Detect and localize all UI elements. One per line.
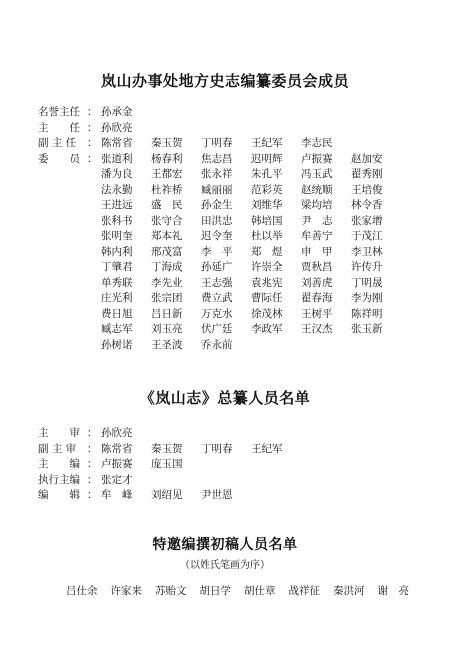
role-colon: ： — [87, 152, 98, 165]
person-name: 吕仕余 — [66, 585, 98, 597]
person-name: 许传升 — [351, 261, 383, 273]
role-colon: ： — [87, 427, 98, 439]
person-name: 法永勤 — [101, 183, 133, 196]
person-name: 范彩英 — [251, 183, 283, 196]
person-name: 刘玉亮 — [151, 323, 183, 335]
person-name: 庞玉国 — [151, 458, 183, 470]
person-name: 朱孔平 — [251, 168, 283, 180]
person-name: 许崇全 — [251, 261, 283, 273]
person-name: 迟令奎 — [201, 230, 233, 242]
invited-writers-note: （以姓氏笔画为序） — [180, 560, 270, 571]
person-name: 梁均培 — [301, 199, 333, 211]
member-row — [38, 291, 438, 307]
person-name: 张定才 — [101, 473, 133, 486]
member-row — [38, 473, 438, 489]
member-row — [38, 105, 438, 121]
person-name: 曹际任 — [251, 292, 283, 304]
member-row — [38, 229, 438, 245]
person-name: 王都宏 — [151, 168, 183, 180]
person-name: 胡日学 — [199, 585, 231, 597]
person-name: 郑 煜 — [251, 245, 283, 258]
member-row — [38, 260, 438, 276]
person-name: 郑本礼 — [151, 230, 183, 242]
person-name: 张科书 — [101, 214, 133, 227]
person-name: 丁明春 — [201, 137, 233, 149]
person-name: 张明奎 — [101, 230, 133, 242]
member-row — [38, 198, 438, 214]
person-name: 韩内利 — [101, 245, 133, 258]
person-name: 牟 峰 — [101, 489, 133, 501]
person-name: 潘为良 — [101, 168, 133, 180]
member-row — [38, 152, 438, 168]
role-label: 委 员 — [38, 152, 80, 165]
person-name: 刘绍见 — [151, 489, 183, 501]
person-name: 费立武 — [201, 292, 233, 304]
person-name: 孙欣亮 — [101, 427, 133, 439]
person-name: 许家来 — [110, 585, 142, 597]
person-name: 徐茂林 — [251, 307, 283, 320]
person-name: 李卫林 — [351, 245, 383, 258]
role-label: 编 辑 — [38, 489, 80, 501]
person-name: 胡仕章 — [244, 585, 276, 597]
person-name: 丁海成 — [151, 261, 183, 273]
person-name: 邢茂富 — [151, 245, 183, 258]
member-row — [38, 121, 438, 137]
person-name: 林令香 — [351, 199, 383, 211]
role-label: 主 任 — [38, 121, 80, 134]
person-name: 盛 民 — [151, 199, 183, 211]
person-name: 丁明春 — [201, 442, 233, 455]
role-colon: ： — [87, 489, 98, 501]
person-name: 杜以举 — [251, 230, 283, 242]
person-name: 孙树诺 — [101, 338, 133, 351]
person-name: 张宗团 — [151, 292, 183, 304]
invited-writers-title: 特邀编撰初稿人员名单 — [152, 537, 298, 553]
committee-member-list — [38, 105, 438, 353]
role-label: 执行主编 — [38, 473, 80, 486]
person-name: 臧丽丽 — [201, 183, 233, 196]
person-name: 翟秀刚 — [351, 168, 383, 180]
person-name: 臧志军 — [101, 323, 133, 335]
role-label: 副 主 审 — [38, 442, 77, 455]
person-name: 王培俊 — [351, 183, 383, 196]
person-name: 陈祥明 — [351, 307, 383, 320]
person-name: 王汉杰 — [301, 323, 333, 335]
person-name: 贾秋昌 — [301, 261, 333, 273]
compilation-staff-title: 《岚山志》总纂人员名单 — [139, 389, 311, 407]
person-name: 王进远 — [101, 199, 133, 211]
person-name: 王树平 — [301, 307, 333, 320]
member-row — [38, 338, 438, 354]
committee-title: 岚山办事处地方史志编纂委员会成员 — [100, 72, 349, 90]
person-name: 张家增 — [351, 214, 383, 227]
person-name: 卢振赛 — [301, 152, 333, 165]
person-name: 王圣波 — [151, 338, 183, 351]
person-name: 单秀联 — [101, 276, 133, 289]
person-name: 孙承金 — [101, 106, 133, 118]
member-row — [38, 183, 438, 199]
person-name: 陈常省 — [101, 137, 133, 149]
role-colon: ： — [87, 137, 98, 149]
role-label: 副 主 任 — [38, 137, 77, 149]
person-name: 申 甲 — [301, 245, 333, 258]
person-name: 冯玉武 — [301, 168, 333, 180]
person-name: 于茂江 — [351, 230, 383, 242]
role-label: 名誉主任 — [38, 106, 80, 118]
person-name: 焦志昌 — [201, 152, 233, 165]
person-name: 袁兆宪 — [251, 276, 283, 289]
person-name: 牟善宁 — [301, 230, 333, 242]
person-name: 孙金生 — [201, 199, 233, 211]
person-name: 王志强 — [201, 276, 233, 289]
person-name: 王纪军 — [251, 442, 283, 455]
person-name: 刘维华 — [251, 199, 283, 211]
member-row — [38, 457, 438, 473]
person-name: 张永祥 — [201, 168, 233, 180]
role-colon: ： — [87, 106, 98, 118]
role-label: 主 编 — [38, 458, 80, 470]
member-row — [38, 488, 438, 504]
person-name: 李志民 — [301, 137, 333, 149]
person-name: 孙欣亮 — [101, 121, 133, 134]
person-name: 田洪忠 — [201, 214, 233, 227]
person-name: 杜祚桥 — [151, 183, 183, 196]
member-row — [38, 426, 438, 442]
person-name: 杨春利 — [151, 152, 183, 165]
person-name: 韩培国 — [251, 214, 283, 227]
person-name: 秦洪河 — [333, 585, 365, 597]
member-row — [38, 136, 438, 152]
role-colon: ： — [87, 458, 98, 470]
person-name: 刘善虎 — [301, 276, 333, 289]
person-name: 丁肇君 — [101, 261, 133, 273]
person-name: 吕日新 — [151, 307, 183, 320]
person-name: 张守合 — [151, 214, 183, 227]
member-row — [38, 322, 438, 338]
member-row — [38, 167, 438, 183]
person-name: 苏贻文 — [155, 585, 187, 597]
person-name: 尹世恩 — [201, 489, 233, 501]
person-name: 丁明晟 — [351, 276, 383, 289]
person-name: 孙延广 — [201, 261, 233, 273]
person-name: 伏广廷 — [201, 323, 233, 335]
person-name: 庄光利 — [101, 292, 133, 304]
person-name: 张玉新 — [351, 323, 383, 335]
person-name: 秦玉贺 — [151, 442, 183, 455]
person-name: 翟春海 — [301, 292, 333, 304]
person-name: 李先业 — [151, 276, 183, 289]
member-row — [38, 214, 438, 230]
person-name: 李政军 — [251, 323, 283, 335]
compilation-staff-list — [38, 426, 438, 504]
person-name: 赵统顺 — [301, 183, 333, 196]
person-name: 王纪军 — [251, 137, 283, 149]
person-name: 万克水 — [201, 307, 233, 320]
person-name: 张道利 — [101, 152, 133, 165]
member-row — [38, 442, 438, 458]
member-row — [38, 307, 438, 323]
member-row — [38, 276, 438, 292]
person-name: 迟明辉 — [251, 152, 283, 165]
person-name: 李 平 — [201, 245, 233, 258]
person-name: 秦玉贺 — [151, 137, 183, 149]
role-colon: ： — [87, 473, 98, 486]
member-row — [38, 245, 438, 261]
role-colon: ： — [87, 442, 98, 455]
person-name: 费日旭 — [101, 307, 133, 320]
person-name: 李为刚 — [351, 292, 383, 304]
person-name: 乔永前 — [201, 338, 233, 351]
role-colon: ： — [87, 121, 98, 134]
person-name: 陈常省 — [101, 442, 133, 455]
person-name: 战祥征 — [288, 585, 320, 597]
role-label: 主 审 — [38, 427, 80, 439]
person-name: 赵加安 — [351, 152, 383, 165]
person-name: 尹 志 — [301, 214, 333, 227]
person-name: 卢振赛 — [101, 458, 133, 470]
person-name: 谢 亮 — [377, 585, 409, 597]
